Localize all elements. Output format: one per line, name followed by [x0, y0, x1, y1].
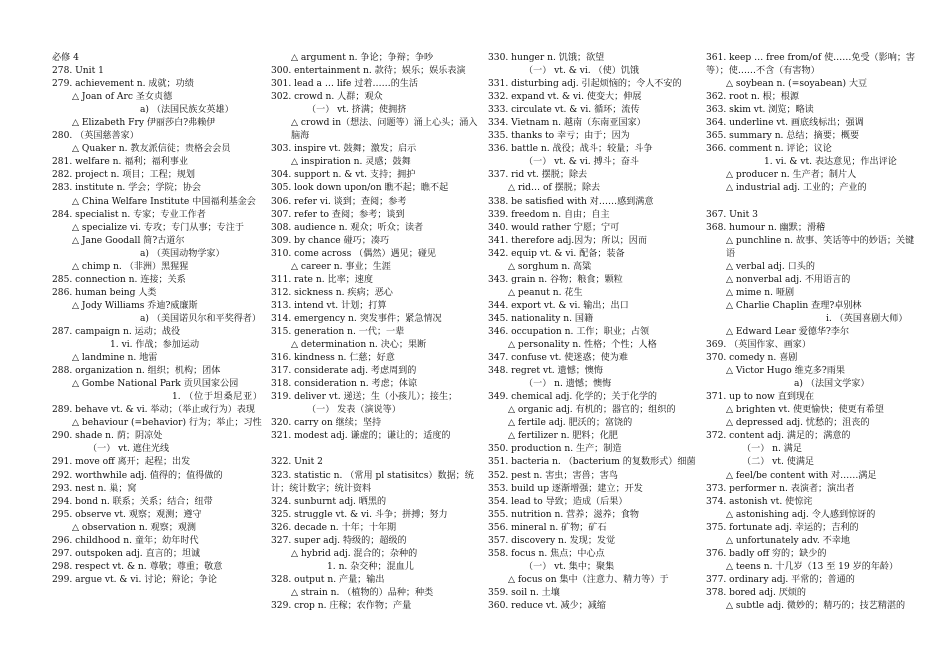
- vocab-sub-entry: △ subtle adj. 微妙的；精巧的；技艺精湛的: [726, 600, 906, 611]
- vocab-sub-entry: △ brighten vt. 使更愉快；使更有希望: [726, 405, 884, 416]
- vocab-entry: 338. be satisfied with 对……感到满意: [488, 196, 654, 207]
- vocab-sub-entry: △ fertile adj. 肥沃的；富饶的: [508, 418, 633, 429]
- vocab-entry: 333. circulate vt. & vi. 循环；流传: [488, 105, 640, 116]
- vocab-entry: 358. focus n. 焦点；中心点: [488, 548, 605, 559]
- vocab-sub-entry: △ fertilizer n. 肥料；化肥: [508, 431, 618, 442]
- vocab-note: 1. vi. & vt. 表达意见；作出评论: [764, 157, 897, 168]
- vocab-entry: 304. support n. & vt. 支持；拥护: [271, 170, 416, 181]
- vocab-entry: 369. （英国作家、画家）: [706, 340, 811, 351]
- vocab-entry: 303. inspire vt. 鼓舞；激发；启示: [271, 144, 417, 155]
- vocab-entry: 351. bacteria n. （bacterium 的复数形式）细菌: [488, 457, 696, 468]
- vocab-entry: 280. （英国慈善家）: [52, 131, 139, 142]
- vocab-entry: 342. equip vt. & vi. 配备；装备: [488, 248, 625, 259]
- vocab-entry: 370. comedy n. 喜剧: [706, 353, 798, 364]
- vocab-sub-entry: △ Jane Goodall 简?古道尔: [72, 235, 185, 246]
- vocab-entry: 371. up to now 直到现在: [706, 392, 815, 403]
- vocab-entry: 311. rate n. 比率；速度: [271, 274, 373, 285]
- vocab-entry: 330. hunger n. 饥饿；欲望: [488, 53, 605, 63]
- vocab-entry: 282. project n. 项目；工程；规划: [52, 170, 196, 181]
- vocab-entry: 284. specialist n. 专家；专业工作者: [52, 209, 206, 220]
- vocab-note: （一） vt. & vi. （使）饥饿: [524, 66, 640, 77]
- vocab-sub-entry: △ Elizabeth Fry 伊丽莎白?弗赖伊: [72, 118, 216, 129]
- vocab-entry: 343. grain n. 谷物；粮食；颗粒: [488, 274, 623, 285]
- vocab-entry: 319. deliver vt. 递送；生（小孩儿）；接生；: [271, 392, 458, 403]
- vocab-entry: 314. emergency n. 突发事件；紧急情况: [271, 313, 442, 324]
- vocab-entry: 332. expand vt. & vi. 使变大；伸展: [488, 92, 642, 103]
- vocab-entry: 324. sunburnt adj. 晒黑的: [271, 496, 387, 507]
- blank-line: [271, 443, 481, 456]
- vocab-sub-entry: △ hybrid adj. 混合的；杂种的: [291, 548, 418, 559]
- vocab-note: 1. n. 杂交种；混血儿: [327, 561, 414, 572]
- vocab-entry: 279. achievement n. 成就；功绩: [52, 79, 194, 90]
- vocab-entry: 364. underline vt. 画底线标出；强调: [706, 118, 864, 129]
- vocab-sub-entry: △ nonverbal adj. 不用语言的: [726, 274, 851, 285]
- vocab-sub-entry: △ strain n. （植物的）品种；种类: [291, 587, 434, 598]
- vocab-entry: 353. build up 逐渐增强；建立；开发: [488, 483, 643, 494]
- vocab-column-2: [271, 52, 481, 613]
- vocab-entry: 366. comment n. 评论；议论: [706, 144, 832, 155]
- vocab-entry: 326. decade n. 十年；十年期: [271, 522, 397, 533]
- vocab-entry: 306. refer vi. 谈到；查阅；参考: [271, 196, 407, 207]
- vocab-entry: 318. consideration n. 考虑；体谅: [271, 379, 418, 390]
- vocab-column-3: [488, 52, 698, 613]
- vocab-entry: 294. bond n. 联系；关系；结合；纽带: [52, 496, 213, 507]
- vocab-entry: 320. carry on 继续；坚持: [271, 418, 382, 429]
- vocab-note: （二） vt. 使满足: [742, 457, 815, 468]
- vocab-entry: 301. lead a … life 过着……的生活: [271, 79, 418, 90]
- vocab-note: 1. vi. 作战；参加运动: [110, 340, 200, 351]
- vocab-entry: 302. crowd n. 人群；观众: [271, 92, 383, 103]
- vocab-entry: 354. lead to 导致；造成（后果）: [488, 496, 628, 507]
- vocab-entry: 372. content adj. 满足的；满意的: [706, 431, 851, 442]
- vocab-entry: 347. confuse vt. 使迷惑；使为难: [488, 353, 628, 364]
- vocab-entry: 352. pest n. 害虫；害兽；害鸟: [488, 470, 618, 481]
- vocab-sub-entry: △ China Welfare Institute 中国福利基金会: [72, 196, 256, 207]
- vocab-entry: 345. nationality n. 国籍: [488, 313, 594, 324]
- vocab-entry: 373. performer n. 表演者；演出者: [706, 483, 855, 494]
- vocab-entry: 377. ordinary adj. 平常的；普通的: [706, 574, 855, 585]
- vocab-entry: 328. output n. 产量；输出: [271, 574, 385, 585]
- vocab-entry: 315. generation n. 一代；一辈: [271, 326, 405, 337]
- vocab-note: （一） vt. 集中；聚集: [524, 561, 615, 572]
- vocab-entry: 325. struggle vt. & vi. 斗争；拼搏；努力: [271, 509, 448, 520]
- vocab-entry: 335. thanks to 幸亏；由于；因为: [488, 131, 630, 142]
- vocab-sub-entry: △ behaviour (=behavior) 行为；举止；习性: [72, 418, 262, 429]
- vocab-entry: 357. discovery n. 发现；发觉: [488, 535, 616, 546]
- vocab-entry: 295. observe vt. 观察；观测；遵守: [52, 509, 202, 520]
- vocab-sub-entry: △ depressed adj. 忧愁的；沮丧的: [726, 418, 870, 429]
- vocab-entry: 305. look down upon/on 瞧不起；瞧不起: [271, 183, 449, 194]
- vocab-note: （一） vt. 遮住光线: [88, 444, 170, 455]
- vocab-entry: 360. reduce vt. 减少；减缩: [488, 600, 606, 611]
- vocab-entry: 331. disturbing adj. 引起烦恼的；令人不安的: [488, 79, 682, 90]
- vocab-entry: 288. organization n. 组织；机构；团体: [52, 366, 221, 377]
- vocab-entry: 355. nutrition n. 营养；滋养；食物: [488, 509, 639, 520]
- book-title: 必修 4: [52, 53, 79, 63]
- vocab-column-1: [52, 52, 262, 587]
- unit-heading: 278. Unit 1: [52, 66, 104, 77]
- vocab-entry: 312. sickness n. 疾病；恶心: [271, 287, 393, 298]
- vocab-entry: 339. freedom n. 自由；自主: [488, 209, 610, 220]
- vocab-sub-entry: △ personality n. 性格；个性；人格: [508, 340, 657, 351]
- vocab-note: a) （英国动物学家）: [140, 248, 225, 259]
- vocab-entry: 300. entertainment n. 款待；娱乐；娱乐表演: [271, 66, 466, 77]
- vocab-sub-entry: △ Gombe National Park 贡贝国家公园: [72, 379, 239, 390]
- vocab-entry: 341. therefore adj.因为；所以；因而: [488, 235, 647, 246]
- vocab-entry: 375. fortunate adj. 幸运的；吉利的: [706, 522, 859, 533]
- vocab-entry: 350. production n. 生产；制造: [488, 444, 622, 455]
- vocab-entry: 286. human being 人类: [52, 287, 157, 298]
- vocab-note: i. （英国喜剧大师）: [826, 313, 908, 324]
- vocab-entry: 337. rid vt. 摆脱；除去: [488, 170, 588, 181]
- vocab-entry: 289. behave vt. & vi. 举动；（举止或行为）表现: [52, 405, 255, 416]
- vocab-entry: 310. come across （偶然）遇见；碰见: [271, 248, 437, 259]
- vocab-entry: 313. intend vt. 计划；打算: [271, 300, 387, 311]
- vocab-sub-entry: △ argument n. 争论；争辩；争吵: [291, 53, 434, 63]
- vocab-entry: 378. bored adj. 厌烦的: [706, 587, 807, 598]
- unit-heading: 322. Unit 2: [271, 457, 323, 468]
- vocab-entry: 363. skim vt. 浏览；略读: [706, 105, 814, 116]
- vocab-sub-entry: △ industrial adj. 工业的；产业的: [726, 183, 867, 194]
- vocab-entry: 296. childhood n. 童年；幼年时代: [52, 535, 199, 546]
- vocab-entry: 368. humour n. 幽默；滑稽: [706, 222, 826, 233]
- vocab-entry: 321. modest adj. 谦虚的；谦让的；适度的: [271, 431, 451, 442]
- vocab-sub-entry: △ determination n. 决心；果断: [291, 340, 427, 351]
- vocab-entry: 349. chemical adj. 化学的；关于化学的: [488, 392, 658, 403]
- vocab-sub-entry: △ Quaker n. 教友派信徒；贵格会会员: [72, 144, 231, 155]
- vocab-sub-entry: △ landmine n. 地雷: [72, 353, 158, 364]
- unit-heading: 367. Unit 3: [706, 209, 758, 220]
- vocab-column-4: [706, 52, 916, 613]
- vocab-sub-entry: △ rid… of 摆脱；除去: [508, 183, 601, 194]
- vocab-entry: 309. by chance 碰巧；凑巧: [271, 235, 390, 246]
- vocab-entry: 361. keep … free from/of 使……免受（影响；害等）；使……不含（有害物）: [706, 53, 916, 77]
- vocab-entry: 374. astonish vt. 使惊诧: [706, 496, 813, 507]
- vocab-entry: 329. crop n. 庄稼；农作物；产量: [271, 600, 412, 611]
- vocab-entry: 283. institute n. 学会；学院；协会: [52, 183, 201, 194]
- vocab-note: 1. （位于坦桑尼亚）: [172, 392, 262, 403]
- vocab-note: （一） n. 遗憾；懊悔: [524, 379, 612, 390]
- vocab-note: （一） 发表（演说等）: [307, 405, 401, 416]
- vocab-entry: 308. audience n. 观众；听众；读者: [271, 222, 424, 233]
- vocab-entry: 346. occupation n. 工作；职业；占领: [488, 326, 650, 337]
- vocab-note: （一） vt. 挤满；使拥挤: [307, 105, 407, 116]
- vocab-sub-entry: △ mime n. 哑剧: [726, 287, 795, 298]
- vocab-entry: 359. soil n. 土壤: [488, 587, 560, 598]
- vocab-sub-entry: △ Jody Williams 乔迪?威廉斯: [72, 300, 198, 311]
- blank-line: [706, 196, 916, 209]
- vocab-note: a) （法国民族女英雄）: [140, 105, 234, 116]
- vocab-entry: 356. mineral n. 矿物；矿石: [488, 522, 607, 533]
- vocab-sub-entry: △ organic adj. 有机的；器官的；组织的: [508, 405, 676, 416]
- vocab-entry: 344. export vt. & vi. 输出；出口: [488, 300, 629, 311]
- vocab-sub-entry: △ peanut n. 花生: [508, 287, 583, 298]
- vocab-sub-entry: △ punchline n. 故事、笑话等中的妙语；关键语: [726, 235, 915, 259]
- vocab-entry: 376. badly off 穷的；缺少的: [706, 548, 827, 559]
- vocab-entry: 336. battle n. 战役；战斗；较量；斗争: [488, 144, 653, 155]
- vocab-entry: 348. regret vt. 遗憾；懊悔: [488, 366, 604, 377]
- vocab-entry: 340. would rather 宁愿；宁可: [488, 222, 620, 233]
- vocab-sub-entry: △ verbal adj. 口头的: [726, 261, 815, 272]
- vocab-sub-entry: △ feel/be content with 对……满足: [726, 470, 877, 481]
- vocab-entry: 291. move off 离开；起程；出发: [52, 457, 191, 468]
- vocab-sub-entry: △ observation n. 观察；观测: [72, 522, 197, 533]
- vocab-entry: 285. connection n. 连接；关系: [52, 274, 186, 285]
- vocab-sub-entry: △ teens n. 十几岁（13 至 19 岁的年龄）: [726, 561, 899, 572]
- vocab-entry: 362. root n. 根；根源: [706, 92, 799, 103]
- vocab-sub-entry: △ career n. 事业；生涯: [291, 261, 391, 272]
- vocab-sub-entry: △ producer n. 生产者；制片人: [726, 170, 857, 181]
- vocab-sub-entry: △ Joan of Arc 圣女贞德: [72, 92, 173, 103]
- vocab-note: a) （美国诺贝尔和平奖得者）: [140, 313, 261, 324]
- vocab-sub-entry: △ Charlie Chaplin 查理?卓别林: [726, 300, 862, 311]
- vocab-sub-entry: △ inspiration n. 灵感；鼓舞: [291, 157, 411, 168]
- vocab-entry: 298. respect vt. & n. 尊敬；尊重；敬意: [52, 561, 223, 572]
- vocab-note: （一） n. 满足: [742, 444, 802, 455]
- vocab-entry: 281. welfare n. 福利；福利事业: [52, 157, 188, 168]
- vocab-sub-entry: △ Edward Lear 爱德华?李尔: [726, 326, 850, 337]
- vocab-entry: 316. kindness n. 仁慈；好意: [271, 353, 395, 364]
- vocab-note: a) （法国文学家）: [794, 379, 870, 390]
- vocab-sub-entry: △ crowd in（想法、问题等）涌上心头；涌入脑海: [291, 118, 478, 142]
- vocab-entry: 299. argue vt. & vi. 讨论；辩论；争论: [52, 574, 217, 585]
- vocab-sub-entry: △ astonishing adj. 令人感到惊讶的: [726, 509, 876, 520]
- vocab-entry: 365. summary n. 总结；摘要；概要: [706, 131, 860, 142]
- vocab-sub-entry: △ unfortunately adv. 不幸地: [726, 535, 850, 546]
- vocab-entry: 293. nest n. 巢；窝: [52, 483, 137, 494]
- vocab-entry: 327. super adj. 特级的；超级的: [271, 535, 407, 546]
- vocab-sub-entry: △ Victor Hugo 维克多?雨果: [726, 366, 845, 377]
- vocab-entry: 287. campaign n. 运动；战役: [52, 326, 181, 337]
- vocab-sub-entry: △ soybean n. (=soyabean) 大豆: [726, 79, 868, 90]
- vocab-entry: 290. shade n. 荫；阴凉处: [52, 431, 163, 442]
- vocab-sub-entry: △ specialize vi. 专攻；专门从事；专注于: [72, 222, 244, 233]
- vocab-entry: 307. refer to 查阅；参考；谈到: [271, 209, 405, 220]
- vocab-note: （一） vt. & vi. 搏斗；奋斗: [524, 157, 640, 168]
- vocab-sub-entry: △ sorghum n. 高粱: [508, 261, 592, 272]
- vocab-entry: 317. considerate adj. 考虑周到的: [271, 366, 417, 377]
- vocab-entry: 334. Vietnam n. 越南（东南亚国家）: [488, 118, 646, 129]
- vocab-entry: 323. statistic n. （常用 pl statisitcs）数据；统计；统计数字；统计资料: [271, 470, 474, 494]
- vocab-entry: 292. worthwhile adj. 值得的；值得做的: [52, 470, 223, 481]
- vocab-sub-entry: △ focus on 集中（注意力、精力等）于: [508, 574, 669, 585]
- vocab-sub-entry: △ chimp n. （非洲）黑猩猩: [72, 261, 189, 272]
- vocab-entry: 297. outspoken adj. 直言的；坦诚: [52, 548, 201, 559]
